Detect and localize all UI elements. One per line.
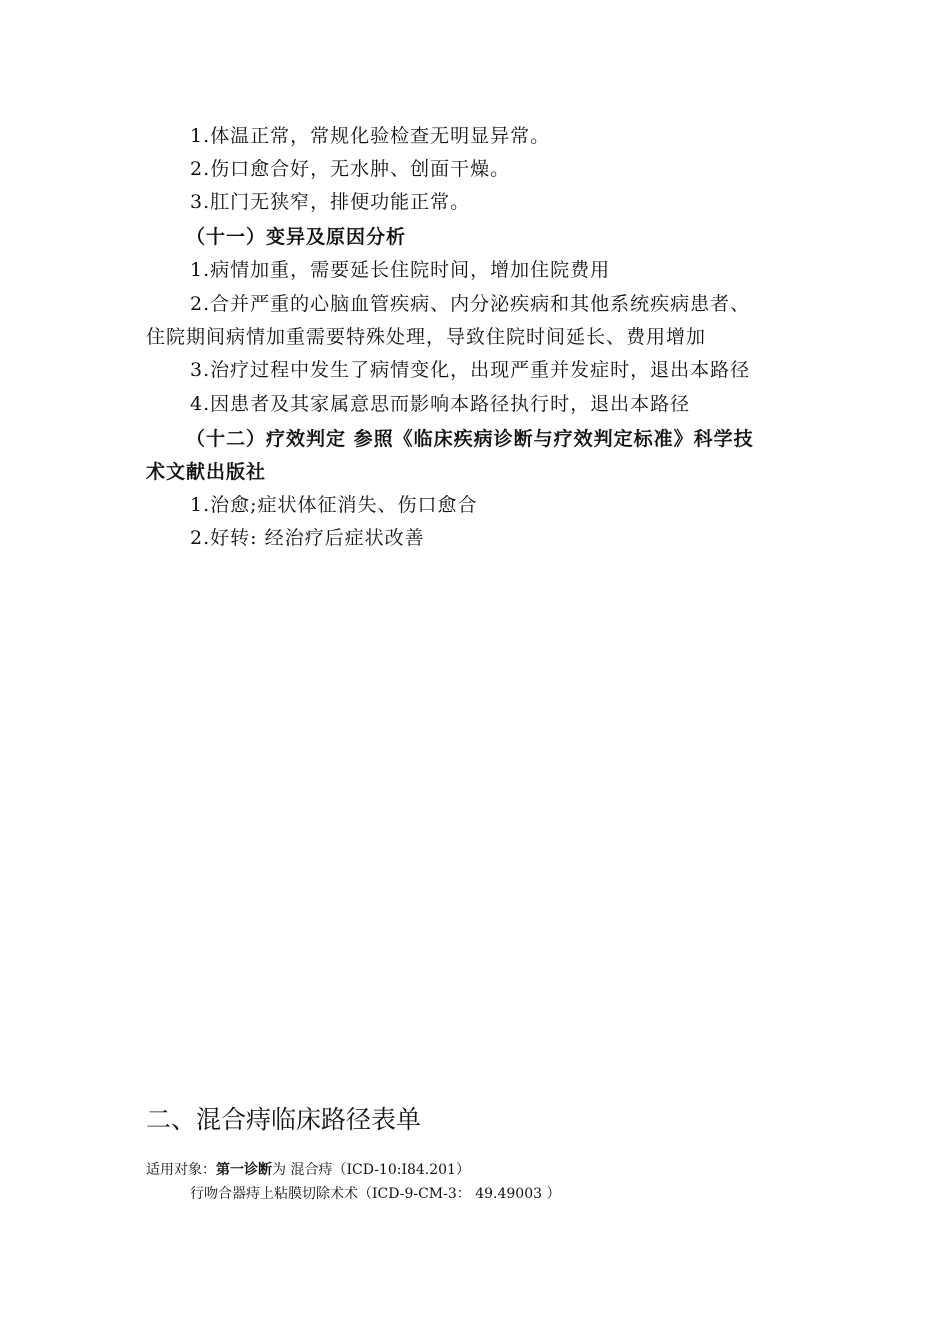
section-12-heading-continued: 术文献出版社 — [146, 461, 267, 483]
efficacy-item-1: 1.治愈;症状体征消失、伤口愈合 — [190, 494, 478, 516]
section-12-heading: （十二）疗效判定 参照《临床疾病诊断与疗效判定标准》科学技 — [186, 428, 754, 450]
discharge-criterion-3: 3.肛门无狭窄，排便功能正常。 — [190, 191, 471, 213]
discharge-criterion-2: 2.伤口愈合好，无水肿、创面干燥。 — [190, 158, 511, 180]
variation-item-1: 1.病情加重，需要延长住院时间，增加住院费用 — [190, 259, 611, 281]
variation-item-2: 2.合并严重的心脑血管疾病、内分泌疾病和其他系统疾病患者、 — [190, 293, 751, 315]
variation-item-2-continued: 住院期间病情加重需要特殊处理，导致住院时间延长、费用增加 — [146, 326, 707, 348]
applicable-line — [146, 1161, 470, 1179]
procedure-line: 行吻合器痔上粘膜切除术术（ICD-9-CM-3： 49.49003 ） — [190, 1186, 561, 1202]
section-11-heading: （十一）变异及原因分析 — [186, 226, 407, 248]
first-diagnosis-text: 为 混合痔（ICD-10:I84.201） — [272, 1162, 470, 1178]
variation-item-3: 3.治疗过程中发生了病情变化，出现严重并发症时，退出本路径 — [190, 359, 751, 381]
applicable-label: 适用对象： — [146, 1162, 216, 1178]
first-diagnosis-label: 第一诊断 — [216, 1162, 272, 1178]
efficacy-item-2: 2.好转: 经治疗后症状改善 — [190, 527, 425, 549]
form-section-title: 二、混合痔临床路径表单 — [146, 1105, 422, 1134]
discharge-criterion-1: 1.体温正常，常规化验检查无明显异常。 — [190, 125, 551, 147]
variation-item-4: 4.因患者及其家属意思而影响本路径执行时，退出本路径 — [190, 393, 691, 415]
